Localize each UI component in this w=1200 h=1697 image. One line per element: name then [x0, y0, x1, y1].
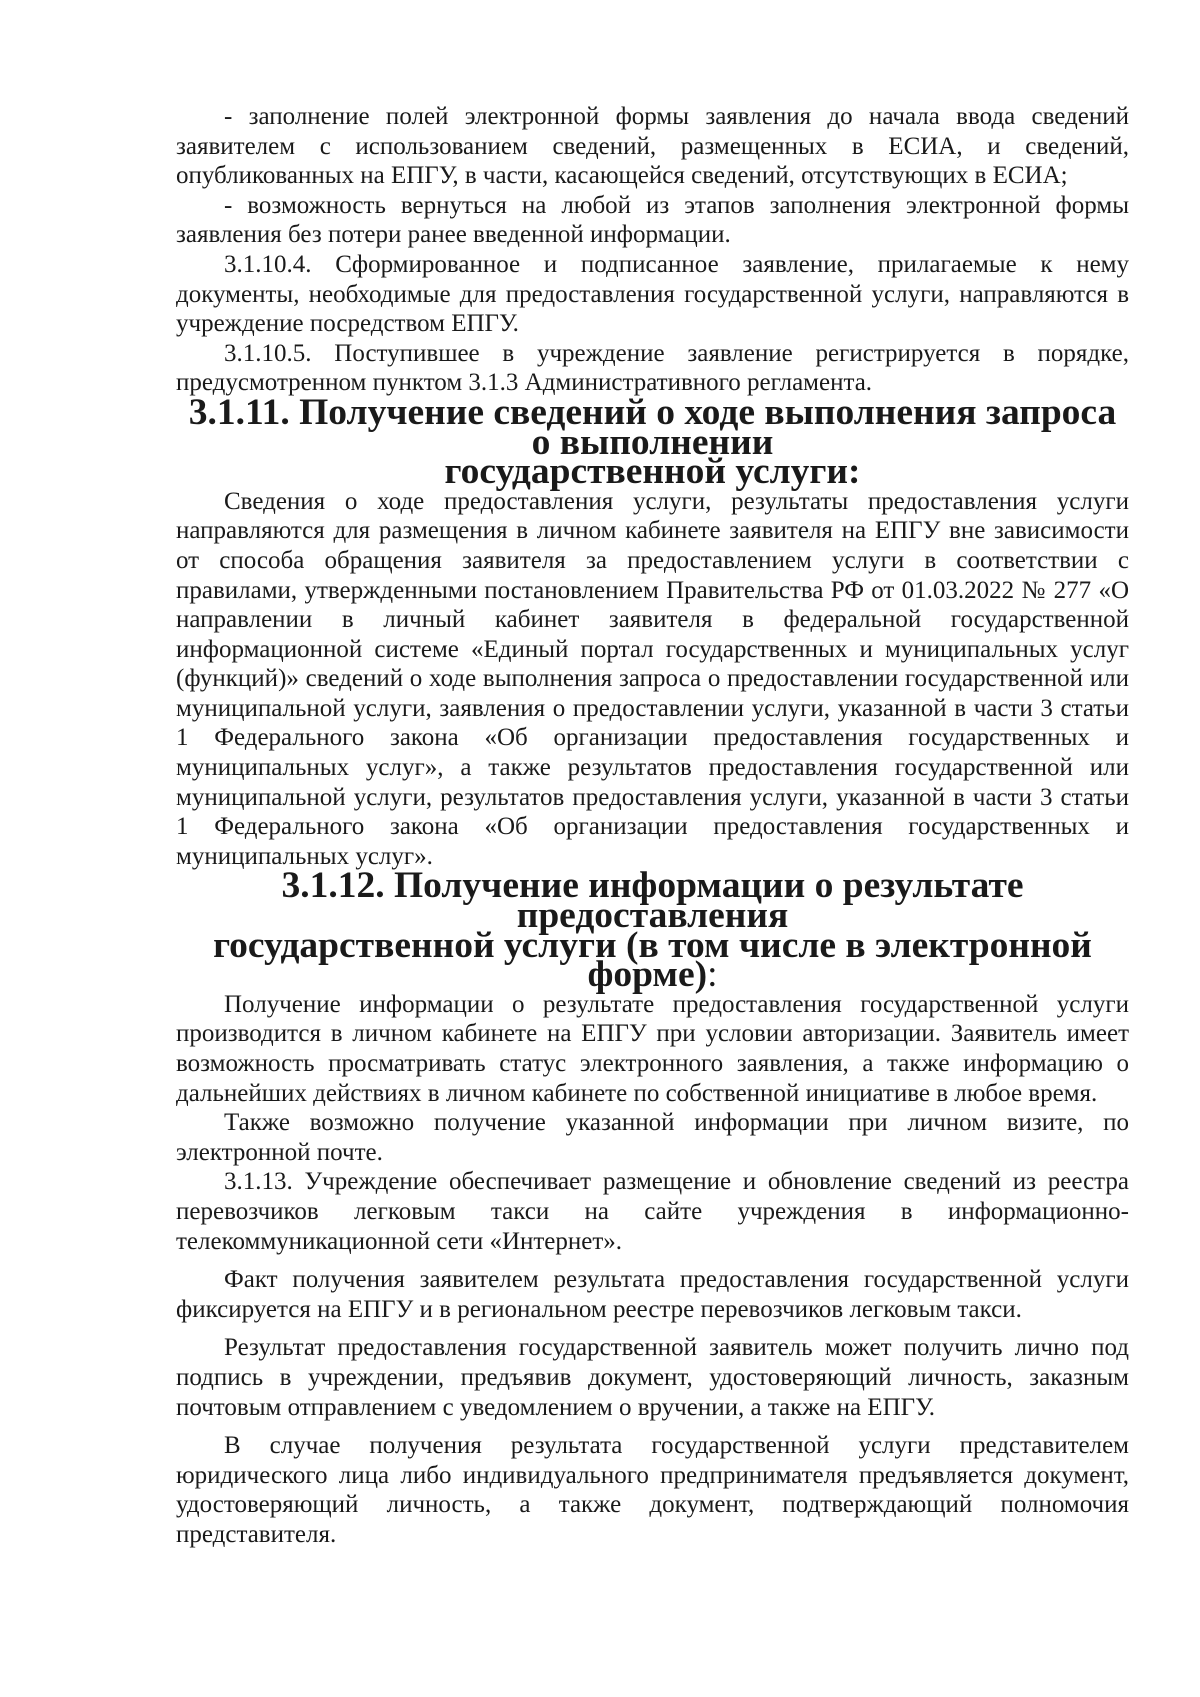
- heading-3-1-12-line2: государственной услуги (в том числе в электронной форме): [213, 924, 1092, 996]
- paragraph-3-1-13: 3.1.13. Учреждение обеспечивает размещение и обновление сведений из реестра перевозчиков легковым такси на сайте учреждения в информационно-телекоммуникационной сети «Интернет».: [176, 1168, 1129, 1255]
- document-page: [176, 102, 1129, 1550]
- paragraph-3-1-10-4: 3.1.10.4. Сформированное и подписанное заявление, прилагаемые к нему документы, необходимые для предоставления государственной услуги, направляются в учреждение посредством ЕПГУ.: [176, 250, 1129, 338]
- heading-3-1-12-line2-wrap: [176, 924, 1129, 996]
- paragraph-return-to-step: - возможность вернуться на любой из этапов заполнения электронной формы заявления без потери ранее введенной информации.: [176, 191, 1129, 249]
- heading-3-1-12-colon: :: [707, 954, 718, 996]
- heading-3-1-12: [176, 865, 1129, 996]
- paragraph-autofill: - заполнение полей электронной формы заявления до начала ввода сведений заявителем с использованием сведений, размещенных в ЕСИА, и сведений, опубликованных на ЕПГУ, в части, касающейся сведений, отсутствующих в ЕСИА;: [176, 103, 1129, 190]
- paragraph-3-1-11: Сведения о ходе предоставления услуги, результаты предоставления услуги направляются для размещения в личном кабинете заявителя на ЕПГУ вне зависимости от способа обращения заявителя за предоставлением услуги в соответствии с правилами, утвержденными постановлением Правительства РФ от 01.03.2022 № 277 «О направлении в личный кабинет заявителя в федеральной государственной информационной системе «Единый портал государственных и муниципальных услуг (функций)» сведений о ходе выполнения запроса о предоставлении государственной или муниципальной услуги, заявления о предоставлении услуги, указанной в части 3 статьи 1 Федерального закона «Об организации предоставления государственных и муниципальных услуг», а также результатов предоставления государственной или муниципальной услуги, результатов предоставления услуги, указанной в части 3 статьи 1 Федерального закона «Об организации предоставления государственных и муниципальных услуг».: [176, 487, 1129, 870]
- heading-3-1-11: [176, 391, 1129, 493]
- paragraph-result-info: Получение информации о результате предоставления государственной услуги производится в личном кабинете на ЕПГУ при условии авторизации. Заявитель имеет возможность просматривать статус электронного заявления, а также информацию о дальнейших действиях в личном кабинете по собственной инициативе в любое время.: [176, 990, 1129, 1107]
- heading-3-1-12-line1: 3.1.12. Получение информации о результате предоставления: [281, 865, 1024, 937]
- paragraph-personal-visit: Также возможно получение указанной информации при личном визите, по электронной почте.: [176, 1109, 1129, 1166]
- paragraph-result-fact: Факт получения заявителем результата предоставления государственной услуги фиксируется на ЕПГУ и в региональном реестре перевозчиков легковым такси.: [176, 1266, 1129, 1323]
- paragraph-result-receipt: Результат предоставления государственной заявитель может получить лично под подпись в учреждении, предъявив документ, удостоверяющий личность, заказным почтовым отправлением с уведомлением о вручении, а также на ЕПГУ.: [176, 1334, 1129, 1421]
- heading-3-1-11-line1: 3.1.11. Получение сведений о ходе выполнения запроса о выполнении: [188, 391, 1117, 463]
- paragraph-3-1-10-5: 3.1.10.5. Поступившее в учреждение заявление регистрируется в порядке, предусмотренном пунктом 3.1.3 Административного регламента.: [176, 339, 1129, 397]
- heading-3-1-11-line2: государственной услуги:: [444, 451, 861, 493]
- paragraph-representative: В случае получения результата государственной услуги представителем юридического лица либо индивидуального предпринимателя предъявляется документ, удостоверяющий личность, а также документ, подтверждающий полномочия представителя.: [176, 1432, 1129, 1548]
